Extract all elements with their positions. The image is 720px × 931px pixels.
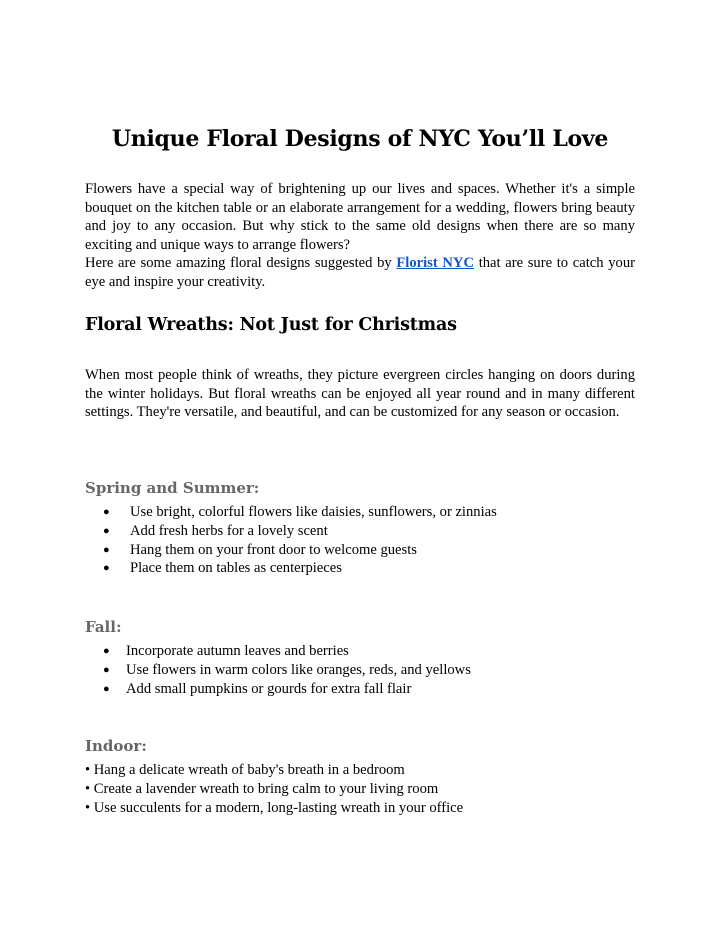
indoor-list (85, 761, 463, 817)
intro-text: Flowers have a special way of brightening up our lives and spaces. Whether it's a simple bouquet on the kitchen table or an elaborate arrangement for a wedding, flowers bring beauty and joy to any occasion. But why stick to the same old designs when there are so many exciting and unique ways to arrange flowers? (85, 181, 635, 253)
list-item: ● Use bright, colorful flowers like daisies, sunflowers, or zinnias (85, 503, 497, 522)
intro-paragraph (85, 180, 635, 292)
spring-summer-list (85, 503, 497, 578)
list-item: • Use succulents for a modern, long-lasting wreath in your office (85, 799, 464, 816)
list-item: ● Add small pumpkins or gourds for extra fall flair (85, 680, 471, 699)
list-item: • Hang a delicate wreath of baby's breath in a bedroom (85, 762, 405, 778)
list-item: ● Add fresh herbs for a lovely scent (85, 522, 497, 541)
list-item: ● Incorporate autumn leaves and berries (85, 642, 471, 661)
list-item: ● Place them on tables as centerpieces (85, 559, 497, 578)
fall-heading: Fall: (85, 618, 122, 636)
fall-list (85, 642, 471, 698)
intro-line2-after: that are sure to catch your eye and inspire your creativity. (85, 255, 635, 290)
intro-line2-before: Here are some amazing floral designs suggested by (85, 255, 397, 272)
list-item: • Create a lavender wreath to bring calm to your living room (85, 780, 439, 797)
florist-nyc-link[interactable]: Florist NYC (396, 255, 475, 272)
indoor-heading: Indoor: (85, 737, 147, 755)
page-title: Unique Floral Designs of NYC You’ll Love (111, 126, 609, 152)
spring-summer-heading: Spring and Summer: (85, 479, 260, 497)
list-item: ● Use flowers in warm colors like oranges, reds, and yellows (85, 661, 471, 680)
list-item: ● Hang them on your front door to welcome guests (85, 541, 497, 560)
section-heading: Floral Wreaths: Not Just for Christmas (85, 315, 457, 335)
section-body: When most people think of wreaths, they picture evergreen circles hanging on doors during the winter holidays. But floral wreaths can be enjoyed all year round and in many different settings. They're versatile, and beautiful, and can be customized for any season or occasion. (85, 367, 635, 421)
